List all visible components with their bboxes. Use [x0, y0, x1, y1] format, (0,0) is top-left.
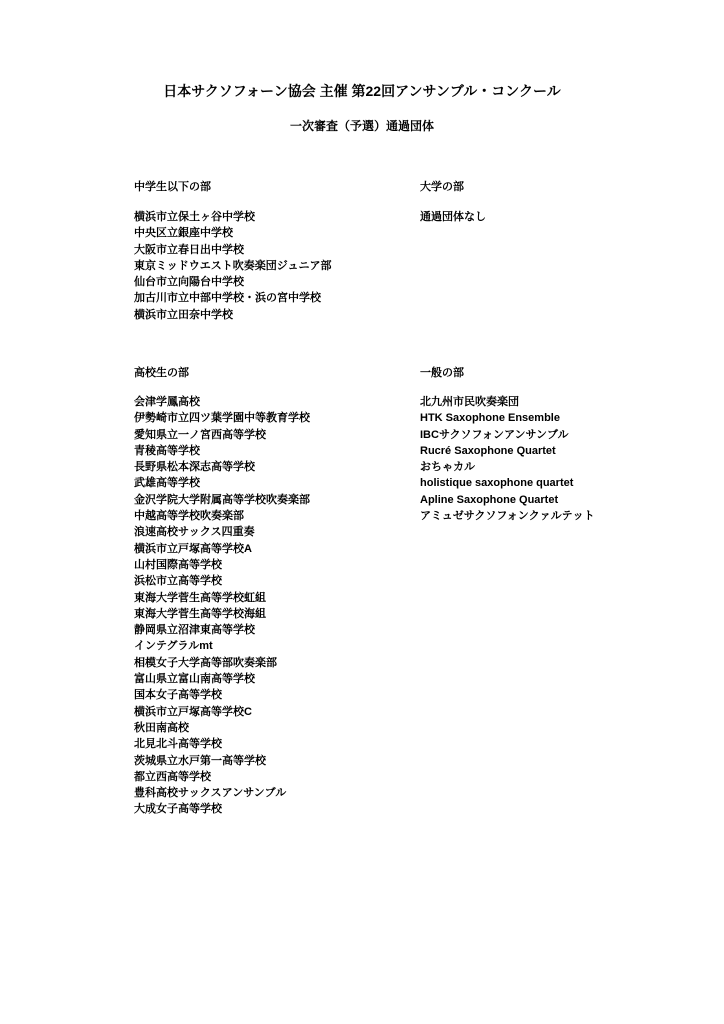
list-item: インテグラルmt: [134, 640, 213, 653]
list-item: 北九州市民吹奏楽団: [420, 396, 519, 408]
list-item: 浜松市立高等学校: [134, 575, 222, 588]
list-item: 東京ミッドウエスト吹奏楽団ジュニア部: [134, 259, 332, 272]
list-item: 伊勢崎市立四ツ葉学園中等教育学校: [134, 412, 310, 425]
section-junior-high: [134, 180, 332, 323]
section-heading-general: 一般の部: [420, 367, 464, 379]
list-item: 通過団体なし: [420, 211, 486, 223]
list-item: 武雄高等学校: [134, 477, 200, 490]
list-item: HTK Saxophone Ensemble: [420, 412, 560, 425]
list-item: Rucré Saxophone Quartet: [420, 444, 556, 457]
list-item: 山村国際高等学校: [134, 558, 222, 571]
list-item: おちゃカル: [420, 461, 475, 474]
list-item: 大阪市立春日出中学校: [134, 243, 244, 256]
section-general: [420, 366, 595, 524]
section-heading-university: 大学の部: [420, 181, 464, 193]
list-item: 横浜市立戸塚高等学校C: [134, 705, 252, 718]
list-item: 横浜市立保土ヶ谷中学校: [134, 211, 255, 223]
section-heading-junior-high: 中学生以下の部: [134, 181, 211, 193]
list-item: 秋田南高校: [134, 721, 189, 734]
entry-list-university: [420, 209, 486, 225]
list-item: 愛知県立一ノ宮西高等学校: [134, 428, 266, 441]
list-item: 茨城県立水戸第一高等学校: [134, 754, 266, 767]
section-high-school: [134, 366, 310, 818]
list-item: 相模女子大学高等部吹奏楽部: [134, 656, 277, 669]
entry-list-general: [420, 394, 595, 524]
entry-list-junior-high: [134, 209, 332, 323]
list-item: アミュゼサクソフォンクァルテット: [420, 510, 595, 523]
list-item: Apline Saxophone Quartet: [420, 493, 559, 506]
list-item: 青稜高等学校: [134, 444, 200, 457]
list-item: 中央区立銀座中学校: [134, 227, 233, 240]
list-item: 都立西高等学校: [134, 770, 211, 783]
list-item: 仙台市立向陽台中学校: [134, 276, 244, 289]
list-item: 富山県立富山南高等学校: [134, 673, 255, 686]
list-item: 加古川市立中部中学校・浜の宮中学校: [134, 292, 321, 305]
list-item: 東海大学菅生高等学校海組: [134, 607, 266, 620]
section-university: [420, 180, 486, 225]
entry-list-high-school: [134, 394, 310, 818]
list-item: 中越高等学校吹奏楽部: [134, 510, 244, 523]
list-item: 金沢学院大学附属高等学校吹奏楽部: [134, 493, 310, 506]
list-item: 国本女子高等学校: [134, 689, 222, 702]
list-item: 横浜市立戸塚高等学校A: [134, 542, 252, 555]
list-item: 東海大学菅生高等学校虹組: [134, 591, 266, 604]
list-item: 豊科高校サックスアンサンブル: [134, 787, 287, 800]
list-item: 北見北斗高等学校: [134, 738, 222, 751]
list-item: 横浜市立田奈中学校: [134, 308, 233, 321]
list-item: IBCサクソフォンアンサンブル: [420, 428, 569, 441]
page-subtitle: 一次審査（予選）通過団体: [289, 119, 434, 133]
list-item: 浪速高校サックス四重奏: [134, 526, 255, 539]
page-title: 日本サクソフォーン協会 主催 第22回アンサンブル・コンクール: [163, 83, 561, 99]
list-item: 会津学鳳高校: [134, 396, 200, 408]
list-item: 静岡県立沼津東高等学校: [134, 624, 255, 637]
list-item: 大成女子高等学校: [134, 803, 222, 816]
list-item: holistique saxophone quartet: [420, 477, 574, 490]
section-heading-high-school: 高校生の部: [134, 367, 189, 379]
list-item: 長野県松本深志高等学校: [134, 461, 255, 474]
